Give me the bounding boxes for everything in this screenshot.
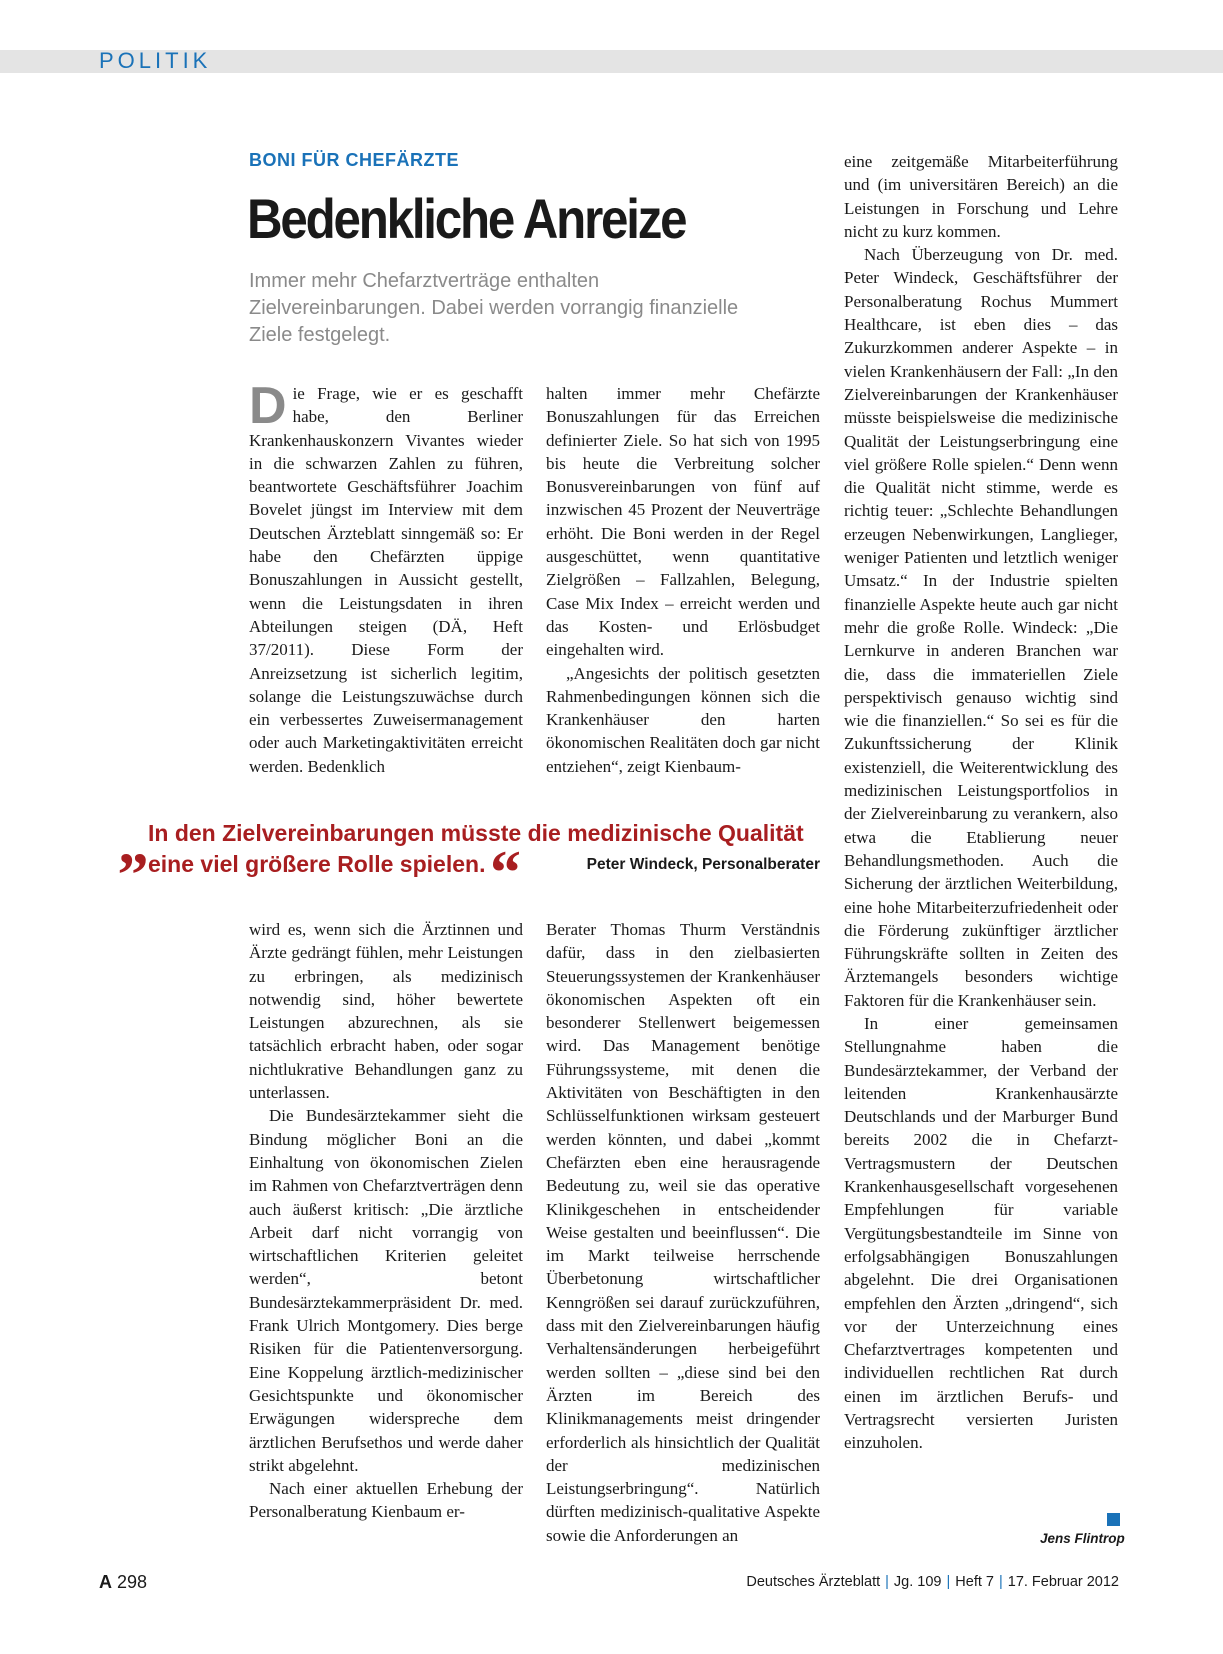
page-number-value: 298: [117, 1572, 148, 1592]
footer-separator: |: [946, 1574, 951, 1590]
pull-quote-line-1: In den Zielvereinbarungen müsste die medizinische Qualität: [148, 820, 804, 846]
body-column-2-bottom: [546, 918, 820, 1547]
journal-volume: Jg. 109: [893, 1574, 942, 1590]
body-paragraph: ie Frage, wie er es geschafft habe, den Berliner Krankenhauskonzern Vivantes wieder in die schwarzen Zahlen zu führen, beantwortete Geschäftsführer Joachim Bovelet jüngst im Interview mit dem Deutschen Ärzteblatt sinngemäß so: Er habe den Chefärzten üppige Bonuszahlungen in Aussicht gestellt, wenn die Leistungsdaten in ihren Abteilungen steigen (DÄ, Heft 37/2011). Diese Form der Anreizsetzung ist sicherlich legitim, solange die Leistungszuwächse durch ein verbessertes Zuweisermanagement oder auch Marketingaktivitäten erreicht werden. Bedenklich: [249, 384, 523, 776]
body-paragraph: Die Bundesärztekammer sieht die Bindung möglicher Boni an die Einhaltung von ökonomischen Zielen im Rahmen von Chefarztverträgen denn auch äußerst kritisch: „Die ärztliche Arbeit darf nicht vorrangig von wirtschaftlichen Kriterien geleitet werden“, betont Bundesärztekammerpräsident Dr. med. Frank Ulrich Montgomery. Dies berge Risiken für die Patientenversorgung. Eine Koppelung ärztlich-medizinischer Gesichtspunkte und ökonomischer Erwägungen widerspreche dem ärztlichen Berufsethos und werde daher strikt abgelehnt.: [249, 1106, 523, 1475]
page-number: [99, 1572, 147, 1593]
journal-issue: Heft 7: [955, 1574, 994, 1590]
article-kicker: BONI FÜR CHEFÄRZTE: [249, 150, 459, 170]
journal-date: 17. Februar 2012: [1007, 1574, 1119, 1590]
body-paragraph: eine zeitgemäße Mitarbeiterführung und (im universitären Bereich) an die Leistungen in Forschung und Lehre nicht zu kurz kommen.: [844, 152, 1118, 241]
body-paragraph: „Angesichts der politisch gesetzten Rahmenbedingungen können sich die Krankenhäuser den harten ökonomischen Realitäten doch gar nicht entziehen“, zeigt Kienbaum-: [546, 663, 820, 776]
author-byline: Jens Flintrop: [1040, 1531, 1125, 1546]
pull-quote-line-2: eine viel größere Rolle spielen.: [148, 851, 486, 877]
body-column-2-top: [546, 382, 820, 778]
body-paragraph: wird es, wenn sich die Ärztinnen und Ärzte gedrängt fühlen, mehr Leistungen zu erbringen, als medizinisch notwendig sind, höher bewertete Leistungen abzurechnen, als sie tatsächlich erbracht haben, oder sogar nichtlukrative Behandlungen ganz zu unterlassen.: [249, 920, 523, 1103]
section-label: POLITIK: [99, 48, 212, 73]
quote-close-mark: “: [490, 839, 521, 907]
end-of-article-icon: [1107, 1513, 1120, 1526]
pull-quote: [118, 809, 820, 907]
body-paragraph: Nach einer aktuellen Erhebung der Personalberatung Kienbaum er-: [249, 1479, 523, 1522]
pull-quote-attribution: Peter Windeck, Personalberater: [586, 856, 820, 873]
quote-open-mark: „: [118, 809, 149, 877]
body-paragraph: In einer gemeinsamen Stellungnahme haben die Bundesärztekammer, der Verband der leitenden Krankenhausärzte Deutschlands und der Marburger Bund bereits 2002 die in Chefarzt-Vertragsmustern der Deutschen Krankenhausgesellschaft vorgesehenen Empfehlungen für variable Vergütungsbestandteile im Sinne von erfolgsabhängigen Bonuszahlungen abgelehnt. Die drei Organisationen empfehlen den Ärzten „dringend“, sich vor der Unterzeichnung eines Chefarztvertrages kompetenten und individuellen rechtlichen Rat durch einen im ärztlichen Berufs- und Vertragsrecht versierten Juristen einzuholen.: [844, 1013, 1118, 1453]
body-column-1-top: [249, 377, 523, 778]
page-prefix: A: [99, 1572, 112, 1592]
journal-name: Deutsches Ärzteblatt: [746, 1574, 881, 1590]
body-paragraph: Nach Überzeugung von Dr. med. Peter Windeck, Geschäftsführer der Personalberatung Rochus Mummert Healthcare, ist eben dies – das Zukurzkommen anderer Aspekte – in vielen Krankenhäusern der Fall: „In den Zielvereinbarungen der Krankenhäuser müsste beispielsweise die medizinische Qualität der Leistungserbringung eine viel größere Rolle spielen.“ Denn wenn die Qualität nicht stimme, werde es richtig teuer: „Schlechte Behandlungen erzeugen Nebenwirkungen, Langlieger, weniger Patienten und letztlich weniger Umsatz.“ In der Industrie spielten finanzielle Aspekte heute auch gar nicht mehr die große Rolle. Windeck: „Die Lernkurve in anderen Branchen war die, dass die immateriellen Ziele perspektivisch genauso wichtig sind wie die finanziellen.“ So sei es für die Zukunftssicherung der Klinik existenziell, die Weiterentwicklung des medizinischen Leistungsportfolios in der Zielvereinbarung zu verankern, also etwa die Etablierung neuer Behandlungsmethoden. Auch die Sicherung der ärztlichen Weiterbildung, eine hohe Mitarbeiterzufriedenheit oder die Förderung zukünftiger ärztlicher Führungskräfte sollten in Zeiten des Ärztemangels besonders wichtige Faktoren für die Krankenhäuser sein.: [844, 245, 1118, 1010]
body-paragraph: Berater Thomas Thurm Verständnis dafür, dass in den zielbasierten Steuerungssystemen der Krankenhäuser ökonomischen Aspekten oft ein besonderer Stellenwert beigemessen wird. Das Management benötige Führungssysteme, mit denen die Aktivitäten von Beschäftigten in den Schlüsselfunktionen wirksam gesteuert werden könnten, und dabei „kommt Chefärzten eben eine herausragende Bedeutung zu, weil sie das operative Klinikgeschehen in entscheidender Weise gestalten und beeinflussen“. Die im Markt teilweise herrschende Überbetonung wirtschaftlicher Kenngrößen sei darauf zurückzuführen, dass mit den Zielvereinbarungen häufig Verhaltensänderungen herbeigeführt werden sollten – „diese sind bei den Ärzten im Bereich des Klinikmanagements meist dringender erforderlich als hinsichtlich der Qualität der medizinischen Leistungserbringung“. Natürlich dürften medizinisch-qualitative Aspekte sowie die Anforderungen an: [546, 920, 820, 1545]
article-teaser: Immer mehr Chefarztverträge enthalten Zielvereinbarungen. Dabei werden vorrangig finanzielle Ziele festgelegt.: [249, 270, 739, 346]
drop-cap: D: [249, 377, 287, 435]
body-column-1-bottom: [249, 918, 523, 1524]
article-headline: Bedenkliche Anreize: [247, 187, 686, 250]
body-paragraph: halten immer mehr Chefärzte Bonuszahlungen für das Erreichen definierter Ziele. So hat sich von 1995 bis heute die Verbreitung solcher Bonusvereinbarungen von fünf auf inzwischen 45 Prozent der Neuverträge erhöht. Die Boni werden in der Regel ausgeschüttet, wenn quantitative Zielgrößen – Fallzahlen, Belegung, Case Mix Index – erreicht werden und das Kosten- und Erlösbudget eingehalten wird.: [546, 384, 820, 660]
footer-separator: |: [998, 1574, 1003, 1590]
footer-separator: |: [885, 1574, 889, 1590]
body-column-3: [844, 150, 1118, 1455]
journal-footer: [746, 1574, 1119, 1590]
